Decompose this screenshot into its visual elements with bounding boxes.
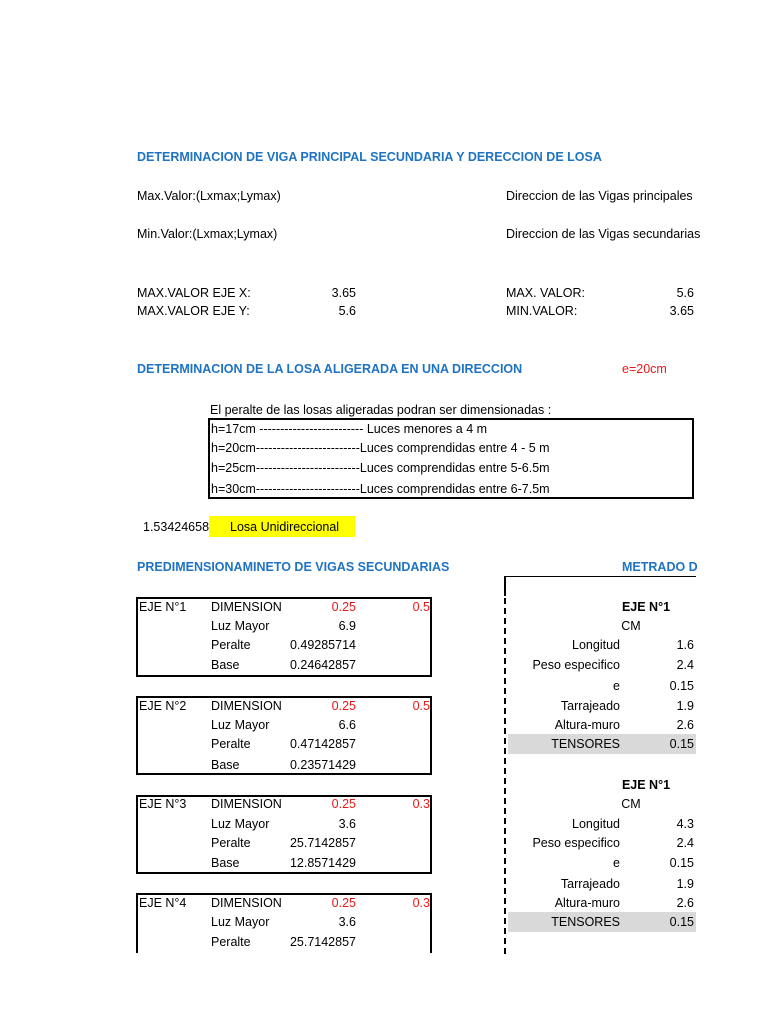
metrado-2-label-3: e — [613, 856, 620, 870]
eje-2-peralte-label: Peralte — [211, 737, 251, 751]
metrado-2-unit: CM — [621, 797, 641, 811]
metrado-title: METRADO D — [622, 560, 698, 574]
eje-1-base: 0.24642857 — [289, 658, 356, 672]
eje-4-peralte: 25.7142857 — [289, 935, 356, 949]
metrado-1-label-3: e — [613, 679, 620, 693]
eje-1-name: EJE N°1 — [139, 600, 187, 614]
eje-4-dim-a: 0.25 — [331, 896, 356, 910]
metrado-1-label-5: Altura-muro — [554, 718, 620, 732]
metrado-2-label-4: Tarrajeado — [560, 877, 620, 891]
eje-x-value: 3.65 — [331, 286, 356, 300]
e-value: e=20cm — [622, 362, 667, 376]
eje-4-dim-b: 0.3 — [412, 896, 430, 910]
section2-title: DETERMINACION DE LA LOSA ALIGERADA EN UNA DIRECCION — [137, 362, 523, 376]
peralte-row-3: h=25cm-------------------------Luces comprendidas entre 5-6.5m — [211, 461, 550, 475]
eje-2-name: EJE N°2 — [139, 699, 187, 713]
eje-1-dim-a: 0.25 — [331, 600, 356, 614]
eje-3-base: 12.8571429 — [289, 856, 356, 870]
min-valor-summary-value: 3.65 — [669, 304, 694, 318]
max-valor-summary-label: MAX. VALOR: — [506, 286, 585, 300]
max-valor-label: Max.Valor:(Lxmax;Lymax) — [137, 189, 281, 203]
eje-1-luz: 6.9 — [338, 619, 356, 633]
metrado-1-label-2: Peso especifico — [532, 658, 620, 672]
eje-2-base: 0.23571429 — [289, 758, 356, 772]
eje-3-dim-a: 0.25 — [331, 797, 356, 811]
losa-type: Losa Unidireccional — [230, 520, 340, 534]
eje-x-label: MAX.VALOR EJE X: — [137, 286, 251, 300]
eje-1-luz-label: Luz Mayor — [211, 619, 270, 633]
eje-2-dim-label: DIMENSION — [211, 699, 282, 713]
eje-3-dim-b: 0.3 — [412, 797, 430, 811]
ratio-value: 1.53424658 — [143, 520, 210, 534]
eje-2-dim-b: 0.5 — [412, 699, 430, 713]
metrado-2-value-5: 2.6 — [676, 896, 694, 910]
metrado-2-label-5: Altura-muro — [554, 896, 620, 910]
metrado-2-value-3: 0.15 — [669, 856, 694, 870]
max-valor-summary-value: 5.6 — [676, 286, 694, 300]
metrado-2-label-2: Peso especifico — [532, 836, 620, 850]
metrado-2-value-6: 0.15 — [669, 915, 694, 929]
metrado-1-value-6: 0.15 — [669, 737, 694, 751]
eje-3-name: EJE N°3 — [139, 797, 187, 811]
metrado-2-label-1: Longitud — [572, 817, 620, 831]
eje-4-name: EJE N°4 — [139, 896, 187, 910]
metrado-1-label-4: Tarrajeado — [560, 699, 620, 713]
metrado-1-label-1: Longitud — [572, 638, 620, 652]
eje-4-peralte-label: Peralte — [211, 935, 251, 949]
eje-3-luz: 3.6 — [338, 817, 356, 831]
metrado-1-value-4: 1.9 — [676, 699, 694, 713]
eje-3-peralte: 25.7142857 — [289, 836, 356, 850]
eje-y-label: MAX.VALOR EJE Y: — [137, 304, 250, 318]
peralte-row-4: h=30cm-------------------------Luces comprendidas entre 6-7.5m — [211, 482, 550, 496]
eje-3-base-label: Base — [211, 856, 240, 870]
metrado-2-value-2: 2.4 — [676, 836, 694, 850]
dir-principal-label: Direccion de las Vigas principales — [506, 189, 693, 203]
metrado-1-value-1: 1.6 — [676, 638, 694, 652]
min-valor-label: Min.Valor:(Lxmax;Lymax) — [137, 227, 278, 241]
peralte-intro: El peralte de las losas aligeradas podran ser dimensionadas : — [210, 403, 552, 417]
metrado-1-unit: CM — [621, 619, 641, 633]
eje-1-peralte: 0.49285714 — [289, 638, 356, 652]
eje-2-peralte: 0.47142857 — [289, 737, 356, 751]
eje-1-dim-label: DIMENSION — [211, 600, 282, 614]
eje-3-luz-label: Luz Mayor — [211, 817, 270, 831]
peralte-row-1: h=17cm ------------------------- Luces menores a 4 m — [211, 422, 488, 436]
eje-2-base-label: Base — [211, 758, 240, 772]
section1-title: DETERMINACION DE VIGA PRINCIPAL SECUNDARIA Y DERECCION DE LOSA — [137, 150, 602, 164]
eje-1-base-label: Base — [211, 658, 240, 672]
eje-2-dim-a: 0.25 — [331, 699, 356, 713]
eje-4-dim-label: DIMENSION — [211, 896, 282, 910]
metrado-1-value-2: 2.4 — [676, 658, 694, 672]
metrado-top-left-edge — [504, 576, 506, 596]
eje-1-peralte-label: Peralte — [211, 638, 251, 652]
eje-4-luz-label: Luz Mayor — [211, 915, 270, 929]
eje-y-value: 5.6 — [338, 304, 356, 318]
section3-title: PREDIMENSIONAMINETO DE VIGAS SECUNDARIAS — [137, 560, 450, 574]
metrado-1-value-3: 0.15 — [669, 679, 694, 693]
metrado-1-header: EJE N°1 — [621, 600, 671, 614]
eje-4-luz: 3.6 — [338, 915, 356, 929]
peralte-row-2: h=20cm-------------------------Luces comprendidas entre 4 - 5 m — [211, 441, 550, 455]
eje-2-luz-label: Luz Mayor — [211, 718, 270, 732]
metrado-2-value-4: 1.9 — [676, 877, 694, 891]
eje-1-dim-b: 0.5 — [412, 600, 430, 614]
eje-4-box-right — [430, 893, 432, 953]
metrado-1-value-5: 2.6 — [676, 718, 694, 732]
eje-2-luz: 6.6 — [338, 718, 356, 732]
eje-4-box-left — [136, 893, 138, 953]
metrado-1-label-6: TENSORES — [551, 737, 620, 751]
metrado-2-value-1: 4.3 — [676, 817, 694, 831]
metrado-2-label-6: TENSORES — [551, 915, 620, 929]
metrado-top-border — [504, 576, 696, 577]
min-valor-summary-label: MIN.VALOR: — [506, 304, 578, 318]
eje-3-dim-label: DIMENSION — [211, 797, 282, 811]
dir-secundaria-label: Direccion de las Vigas secundarias — [506, 227, 701, 241]
eje-3-peralte-label: Peralte — [211, 836, 251, 850]
metrado-2-header: EJE N°1 — [621, 778, 671, 792]
